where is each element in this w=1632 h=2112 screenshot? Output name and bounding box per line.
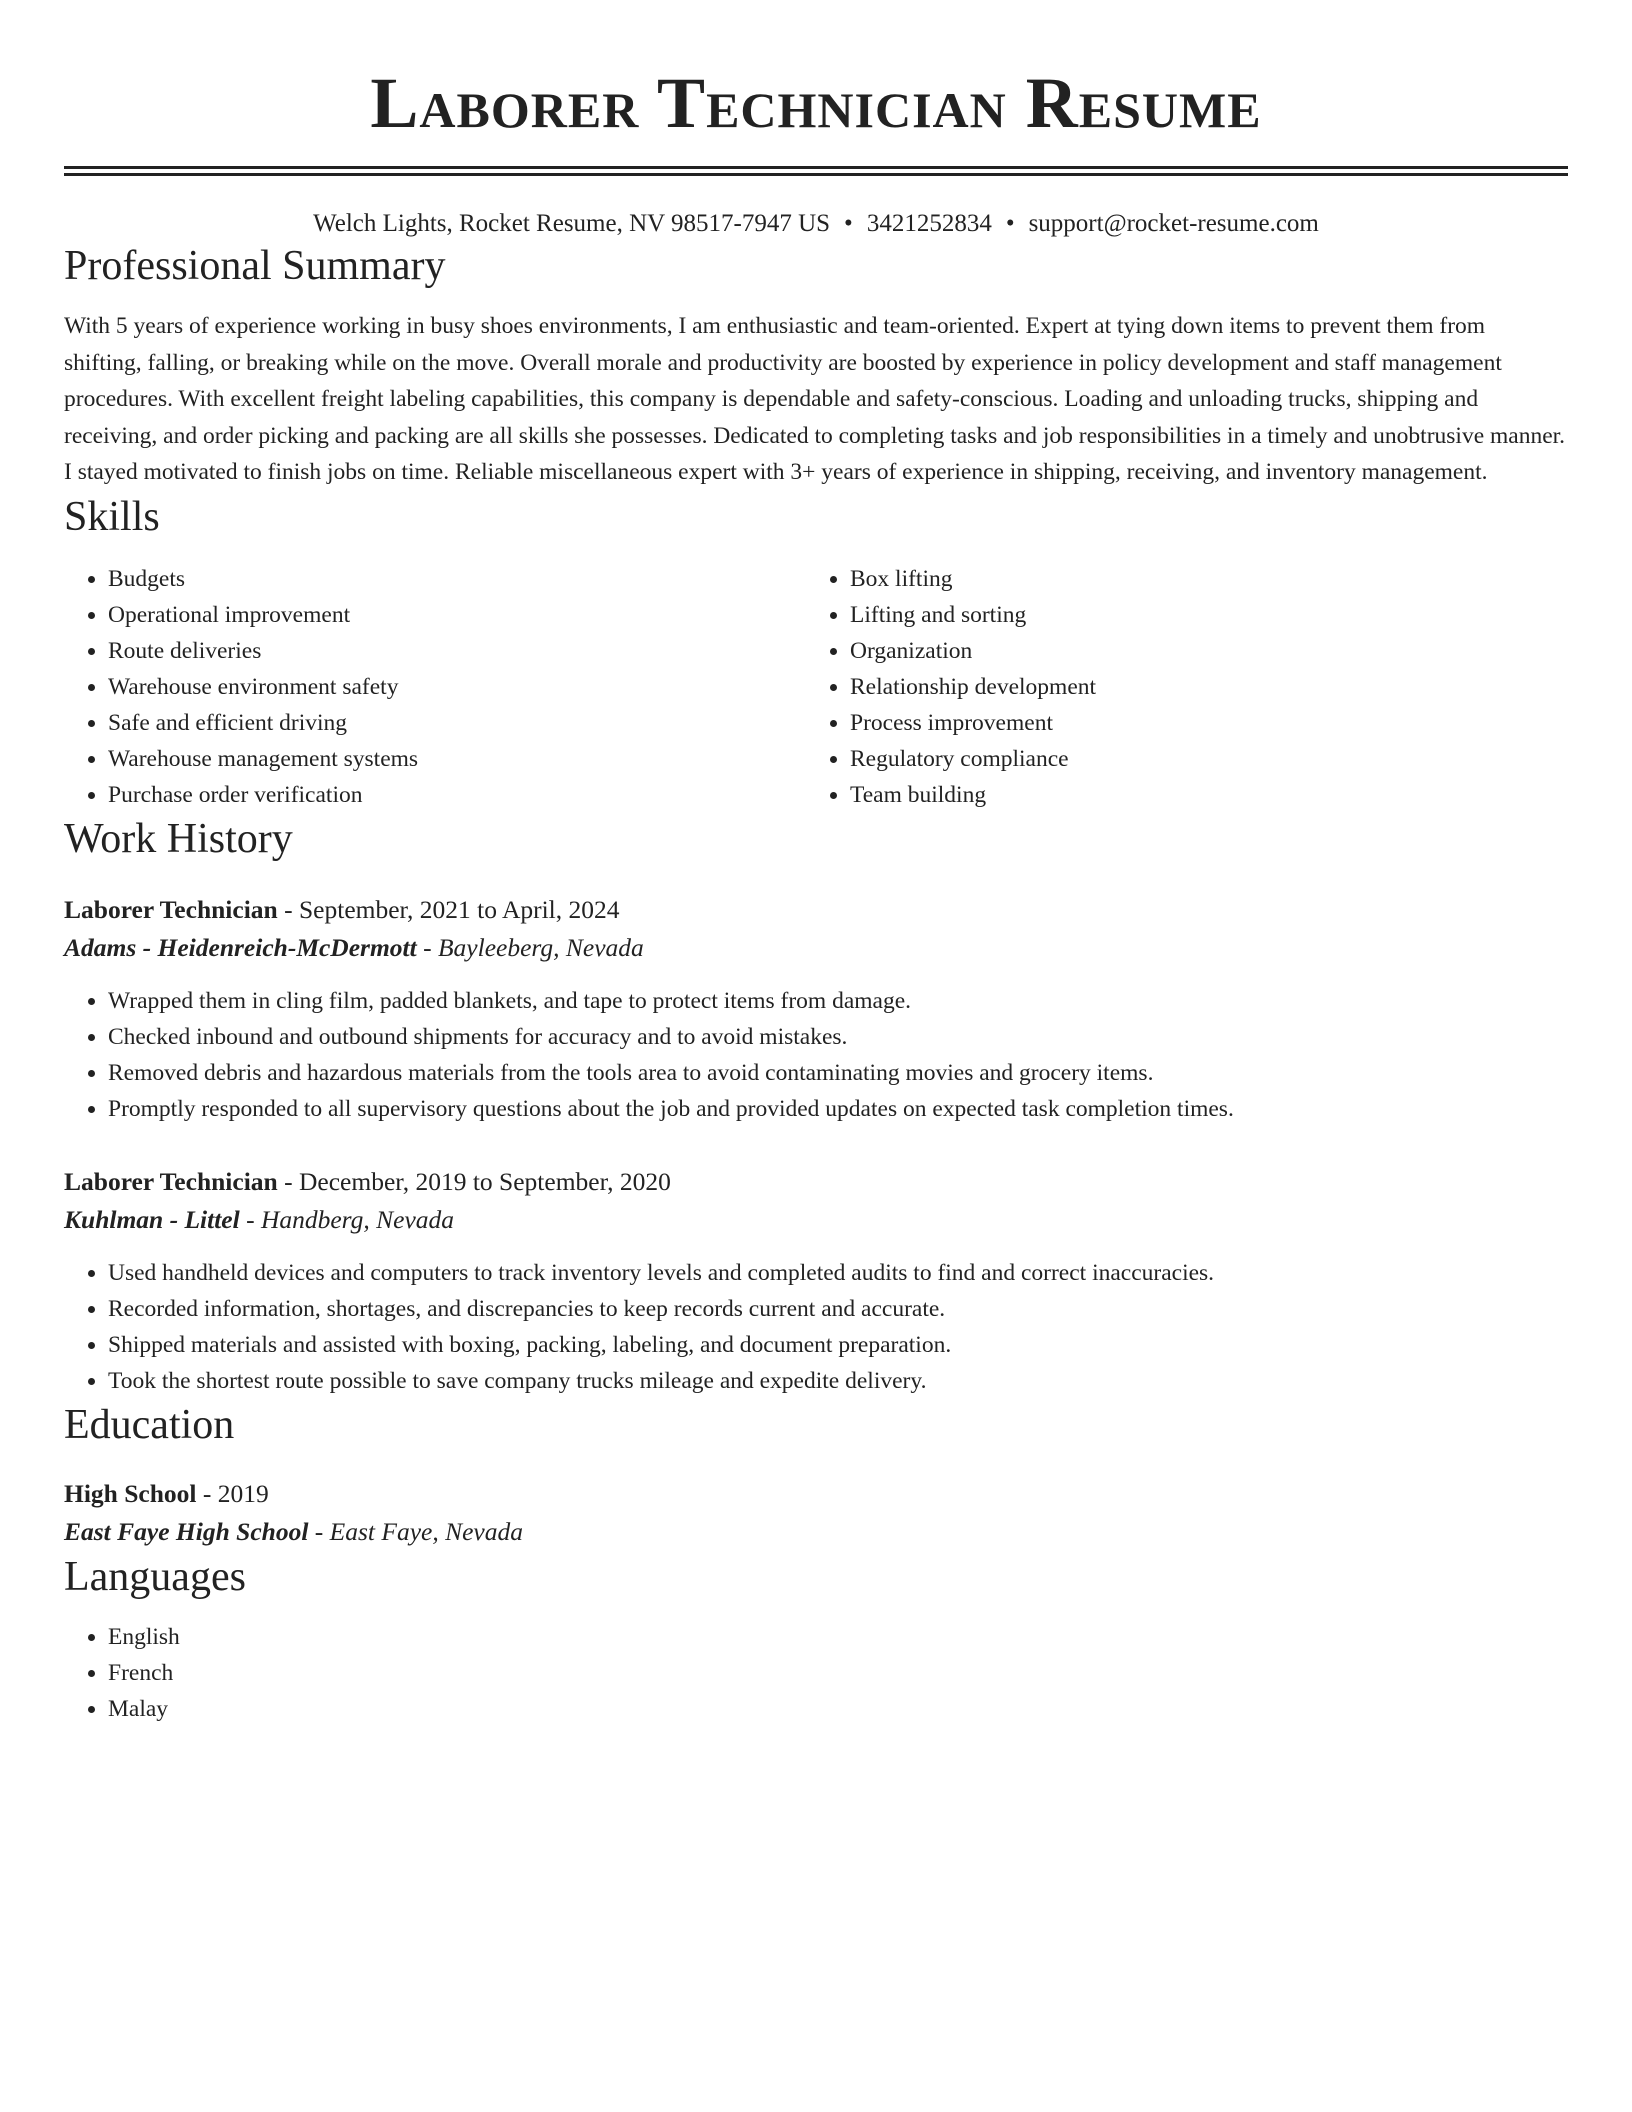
job-entry xyxy=(64,891,1568,1127)
skill-item: • Warehouse management systems xyxy=(108,741,806,777)
skill-item: • Lifting and sorting xyxy=(850,597,1548,633)
language-item: • Malay xyxy=(108,1691,1568,1727)
skills-left-column xyxy=(64,561,806,813)
company-line xyxy=(64,929,1568,967)
dash: - xyxy=(196,1478,218,1508)
skill-item: • Process improvement xyxy=(850,705,1548,741)
dash: - xyxy=(308,1516,330,1546)
degree: High School xyxy=(64,1478,197,1508)
job-title: Laborer Technician xyxy=(64,894,278,924)
company-name: Adams - Heidenreich-McDermott xyxy=(64,932,417,962)
job-duty: • Checked inbound and outbound shipments for accuracy and to avoid mistakes. xyxy=(108,1019,1568,1055)
job-duty: • Took the shortest route possible to save company trucks mileage and expedite delivery. xyxy=(108,1363,1568,1399)
contact-separator: • xyxy=(1005,210,1015,237)
job-duty: • Used handheld devices and computers to track inventory levels and completed audits to find and correct inaccuracies. xyxy=(108,1255,1568,1291)
job-duty: • Promptly responded to all supervisory questions about the job and provided updates on expected task completion times. xyxy=(108,1091,1568,1127)
job-duties xyxy=(64,983,1568,1127)
language-item: • English xyxy=(108,1619,1568,1655)
graduation-year: 2019 xyxy=(217,1478,269,1508)
job-entry xyxy=(64,1163,1568,1399)
work-history-heading: Work History xyxy=(64,815,293,862)
job-duty: • Wrapped them in cling film, padded blankets, and tape to protect items from damage. xyxy=(108,983,1568,1019)
skill-item: • Budgets xyxy=(108,561,806,597)
education-entry xyxy=(64,1475,1568,1551)
job-title-line xyxy=(64,1163,1568,1201)
company-location: Bayleeberg, Nevada xyxy=(437,932,644,962)
contact-address: Welch Lights, Rocket Resume, NV 98517-7947 US xyxy=(313,210,831,237)
languages-heading: Languages xyxy=(64,1553,246,1600)
summary-heading: Professional Summary xyxy=(64,243,446,289)
skill-item: • Organization xyxy=(850,633,1548,669)
school-location: East Faye, Nevada xyxy=(329,1516,523,1546)
contact-phone: 3421252834 xyxy=(866,210,992,237)
school-line xyxy=(64,1513,1568,1551)
skills-columns xyxy=(64,561,1568,813)
degree-line xyxy=(64,1475,1568,1513)
skill-item: • Purchase order verification xyxy=(108,777,806,813)
job-duties xyxy=(64,1255,1568,1399)
skill-item: • Regulatory compliance xyxy=(850,741,1548,777)
dash: - xyxy=(416,932,438,962)
resume-title: Laborer Technician Resume xyxy=(370,63,1262,143)
dash: - xyxy=(277,894,299,924)
skill-item: • Operational improvement xyxy=(108,597,806,633)
job-title: Laborer Technician xyxy=(64,1166,278,1196)
contact-email: support@rocket-resume.com xyxy=(1028,210,1319,237)
title-divider xyxy=(64,166,1568,176)
contact-line xyxy=(64,208,1568,240)
summary-text: With 5 years of experience working in busy shoes environments, I am enthusiastic and team-oriented. Expert at tying down items to prevent them from shifting, falling, or breaking while on the move. Overall morale and productivity are boosted by experience in policy development and staff management procedures. With excellent freight labeling capabilities, this company is dependable and safety-conscious. Loading and unloading trucks, shipping and receiving, and order picking and packing are all skills she possesses. Dedicated to completing tasks and job responsibilities in a timely and unobtrusive manner. I stayed motivated to finish jobs on time. Reliable miscellaneous expert with 3+ years of experience in shipping, receiving, and inventory management. xyxy=(64,313,1566,485)
contact-separator: • xyxy=(844,210,853,237)
language-item: • French xyxy=(108,1655,1568,1691)
job-dates: December, 2019 to September, 2020 xyxy=(298,1166,671,1196)
skill-item: • Safe and efficient driving xyxy=(108,705,806,741)
skill-item: • Relationship development xyxy=(850,669,1548,705)
job-dates: September, 2021 to April, 2024 xyxy=(298,894,620,924)
job-duty: • Recorded information, shortages, and discrepancies to keep records current and accurate. xyxy=(108,1291,1568,1327)
dash: - xyxy=(277,1166,299,1196)
skill-item: • Box lifting xyxy=(850,561,1548,597)
skills-heading: Skills xyxy=(64,493,160,540)
education-heading: Education xyxy=(64,1401,235,1448)
company-name: Kuhlman - Littel xyxy=(64,1204,240,1234)
school-name: East Faye High School xyxy=(64,1516,309,1546)
company-location: Handberg, Nevada xyxy=(260,1204,455,1234)
languages-list xyxy=(64,1619,1568,1727)
company-line xyxy=(64,1201,1568,1239)
skill-item: • Team building xyxy=(850,777,1548,813)
dash: - xyxy=(239,1204,261,1234)
job-title-line xyxy=(64,891,1568,929)
skill-item: • Warehouse environment safety xyxy=(108,669,806,705)
job-duty: • Shipped materials and assisted with boxing, packing, labeling, and document preparation. xyxy=(108,1327,1568,1363)
skill-item: • Route deliveries xyxy=(108,633,806,669)
job-duty: • Removed debris and hazardous materials from the tools area to avoid contaminating movies and grocery items. xyxy=(108,1055,1568,1091)
skills-right-column xyxy=(806,561,1548,813)
